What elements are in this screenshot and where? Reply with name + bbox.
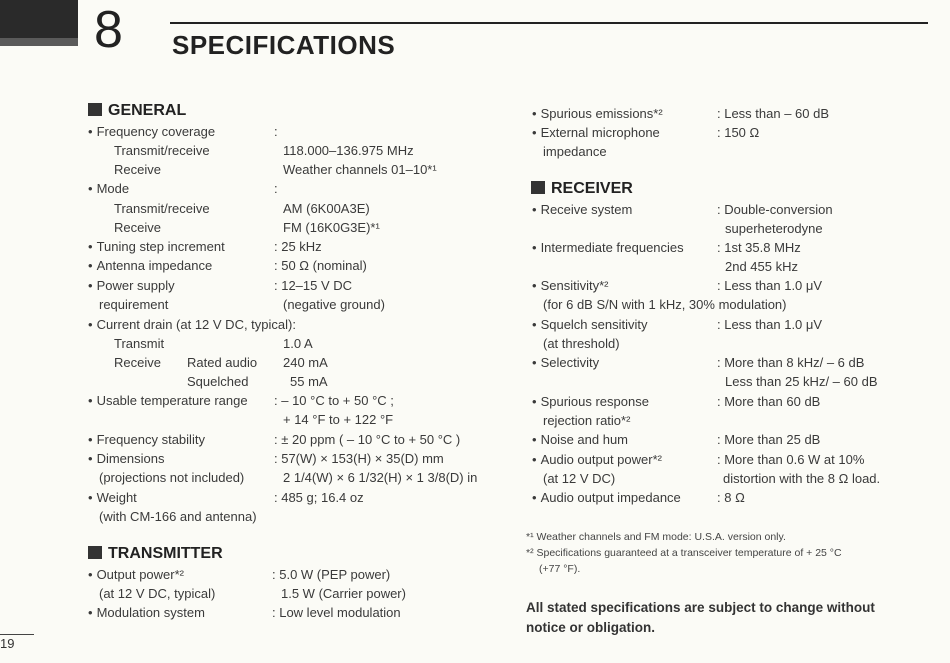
ext-mic-label: • External microphone: [532, 125, 660, 141]
power-value-2: (negative ground): [283, 297, 385, 312]
antenna-label: • Antenna impedance: [88, 258, 212, 274]
freq-tr-label: Transmit/receive: [114, 143, 210, 158]
mode-label: • Mode: [88, 181, 129, 197]
if-value: : 1st 35.8 MHz: [717, 240, 801, 255]
audio-impedance-label: • Audio output impedance: [532, 490, 681, 506]
rated-audio-value: 240 mA: [283, 355, 328, 370]
ext-mic-value: : 150 Ω: [717, 125, 760, 140]
squelch-sens-value: : Less than 1.0 μV: [717, 317, 823, 332]
rated-audio-label: Rated audio: [187, 355, 258, 370]
squelched-label: Squelched: [187, 374, 249, 389]
if-label: • Intermediate frequencies: [532, 240, 684, 256]
mode-colon: :: [274, 181, 278, 196]
transmitter-heading: TRANSMITTER: [88, 545, 223, 563]
current-rx-label: Receive: [114, 355, 161, 370]
footnote-1: *¹ Weather channels and FM mode: U.S.A. version only.: [526, 531, 786, 543]
sensitivity-value: : Less than 1.0 μV: [717, 278, 823, 293]
notice-line-2: notice or obligation.: [526, 620, 655, 635]
squelched-value: 55 mA: [290, 374, 328, 389]
selectivity-value: : More than 8 kHz/ – 6 dB: [717, 355, 865, 370]
audio-impedance-value: : 8 Ω: [717, 490, 745, 505]
weight-label: • Weight: [88, 490, 137, 506]
antenna-value: : 50 Ω (nominal): [274, 258, 367, 273]
output-power-label: • Output power*²: [88, 567, 184, 583]
rx-system-value: : Double-conversion: [717, 202, 833, 217]
temp-label: • Usable temperature range: [88, 393, 248, 409]
temp-value: : – 10 °C to + 50 °C ;: [274, 393, 394, 408]
spur-response-label-2: rejection ratio*²: [543, 413, 631, 428]
weight-value: : 485 g; 16.4 oz: [274, 490, 364, 505]
dimensions-label: • Dimensions: [88, 451, 164, 467]
sensitivity-label-2: (for 6 dB S/N with 1 kHz, 30% modulation): [543, 297, 787, 312]
freq-rx-label: Receive: [114, 162, 161, 177]
freq-rx-value: Weather channels 01–10*¹: [283, 162, 437, 177]
stability-value: : ± 20 ppm ( – 10 °C to + 50 °C ): [274, 432, 461, 447]
selectivity-value-2: Less than 25 kHz/ – 60 dB: [725, 374, 878, 389]
power-label: • Power supply: [88, 278, 175, 294]
squelch-sens-label-2: (at threshold): [543, 336, 620, 351]
header-rule: [170, 22, 928, 24]
tuning-label: • Tuning step increment: [88, 239, 225, 255]
mode-tr-label: Transmit/receive: [114, 201, 210, 216]
noise-hum-label: • Noise and hum: [532, 432, 628, 448]
dimensions-label-2: (projections not included): [99, 470, 245, 485]
mode-rx-value: FM (16K0G3E)*¹: [283, 220, 380, 235]
footnote-2: *² Specifications guaranteed at a transceiver temperature of + 25 °C: [526, 547, 842, 559]
receiver-heading: RECEIVER: [531, 180, 633, 198]
audio-power-value: : More than 0.6 W at 10%: [717, 452, 865, 467]
modulation-label: • Modulation system: [88, 605, 205, 621]
spurious-emissions-value: : Less than – 60 dB: [717, 106, 830, 121]
footnote-2-cont: (+77 °F).: [539, 563, 581, 575]
general-heading: GENERAL: [88, 102, 186, 120]
mode-tr-value: AM (6K00A3E): [283, 201, 370, 216]
page-number: 19: [0, 636, 15, 651]
freq-label: • Frequency coverage: [88, 124, 215, 140]
rx-system-value-2: superheterodyne: [725, 221, 823, 236]
output-power-value-2: 1.5 W (Carrier power): [281, 586, 406, 601]
power-label-2: requirement: [99, 297, 169, 312]
dimensions-value: : 57(W) × 153(H) × 35(D) mm: [274, 451, 444, 466]
current-tx-label: Transmit: [114, 336, 165, 351]
spurious-emissions-label: • Spurious emissions*²: [532, 106, 663, 122]
dimensions-value-2: 2 1/4(W) × 6 1/32(H) × 1 3/8(D) in: [283, 470, 478, 485]
noise-hum-value: : More than 25 dB: [717, 432, 821, 447]
section-square-icon: [88, 103, 102, 116]
tuning-value: : 25 kHz: [274, 239, 322, 254]
selectivity-label: • Selectivity: [532, 355, 599, 371]
output-power-value: : 5.0 W (PEP power): [272, 567, 391, 582]
page-number-rule: [0, 634, 34, 635]
stability-label: • Frequency stability: [88, 432, 205, 448]
ext-mic-label-2: impedance: [543, 144, 607, 159]
power-value: : 12–15 V DC: [274, 278, 353, 293]
output-power-label-2: (at 12 V DC, typical): [99, 586, 216, 601]
current-label: • Current drain (at 12 V DC, typical):: [88, 317, 296, 333]
chapter-title: SPECIFICATIONS: [172, 30, 396, 60]
spur-response-value: : More than 60 dB: [717, 394, 821, 409]
chapter-tab-marker: [0, 0, 78, 46]
mode-rx-label: Receive: [114, 220, 161, 235]
squelch-sens-label: • Squelch sensitivity: [532, 317, 648, 333]
sensitivity-label: • Sensitivity*²: [532, 278, 608, 294]
rx-system-label: • Receive system: [532, 202, 632, 218]
current-tx-value: 1.0 A: [283, 336, 313, 351]
section-square-icon: [531, 181, 545, 194]
temp-value-2: + 14 °F to + 122 °F: [283, 412, 394, 427]
spur-response-label: • Spurious response: [532, 394, 649, 410]
notice-line-1: All stated specifications are subject to change without: [526, 600, 875, 615]
audio-power-label-2: (at 12 V DC): [543, 471, 616, 486]
freq-colon: :: [274, 124, 278, 139]
modulation-value: : Low level modulation: [272, 605, 401, 620]
audio-power-value-2: distortion with the 8 Ω load.: [723, 471, 881, 486]
weight-label-2: (with CM-166 and antenna): [99, 509, 257, 524]
chapter-number: 8: [94, 1, 123, 59]
audio-power-label: • Audio output power*²: [532, 452, 662, 468]
freq-tr-value: 118.000–136.975 MHz: [283, 143, 414, 158]
if-value-2: 2nd 455 kHz: [725, 259, 798, 274]
section-square-icon: [88, 546, 102, 559]
